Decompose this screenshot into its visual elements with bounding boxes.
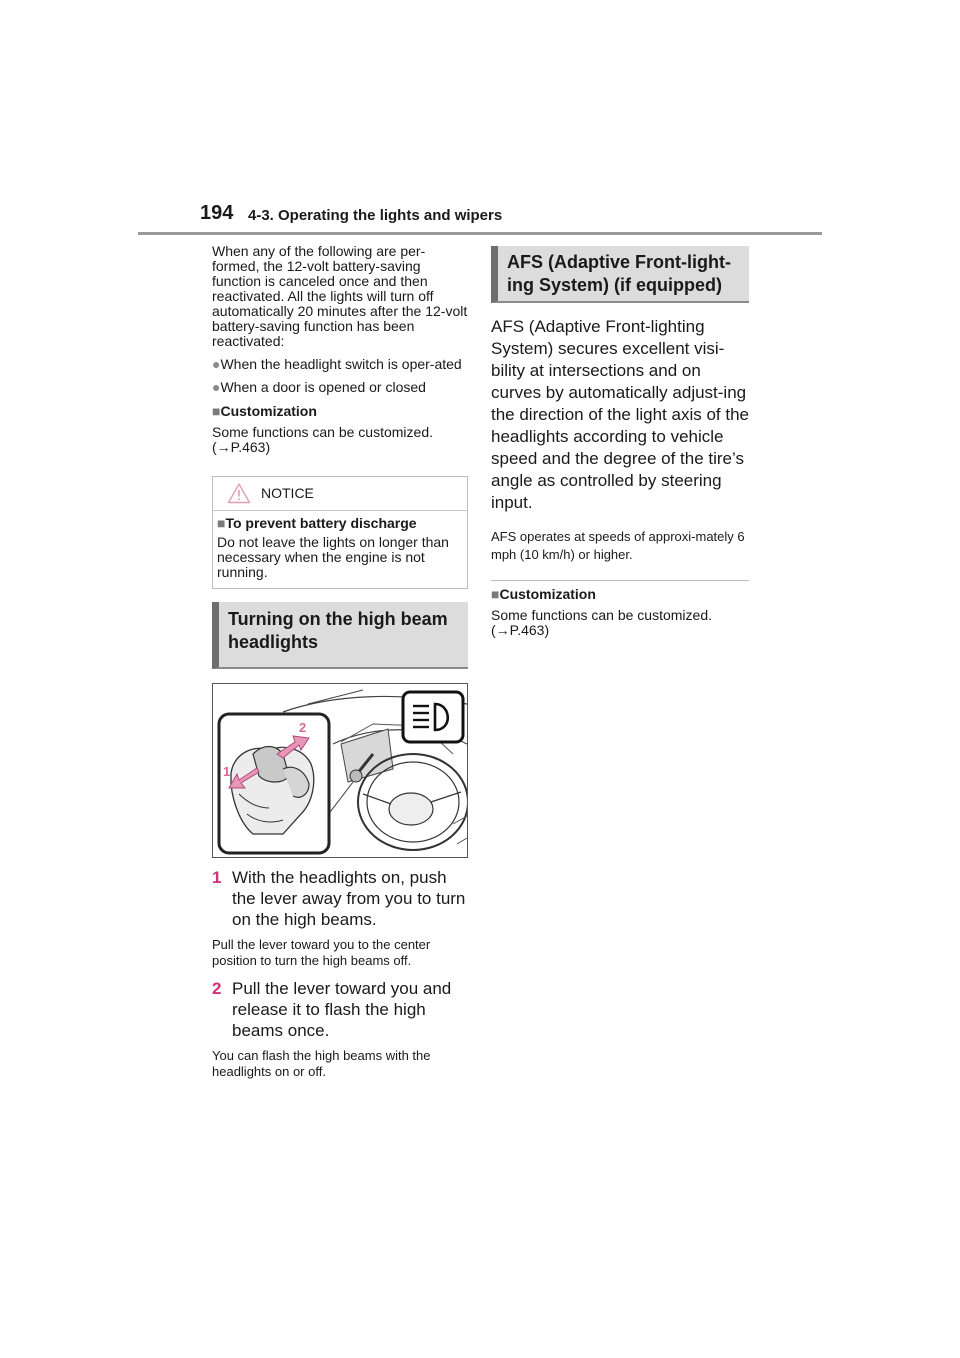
left-column xyxy=(212,244,468,1080)
figure-label-2: 2 xyxy=(299,720,307,735)
notice-text: Do not leave the lights on longer than necessary when the engine is not running. xyxy=(217,534,449,580)
afs-description: AFS (Adaptive Front-lighting System) secures excellent visi-bility at intersections and on curves by automatically adjust-ing the direction of the light axis of the headlights according to vehicle speed and the degree of the tire’s angle as controlled by steering input. xyxy=(491,317,749,512)
page-number: 194 xyxy=(200,202,234,224)
header-rule xyxy=(138,232,822,235)
step-note: You can flash the high beams with the headlights on or off. xyxy=(212,1048,431,1079)
customization-heading-text: Customization xyxy=(499,586,596,602)
bullet-dot-icon: ● xyxy=(212,356,221,372)
square-bullet-icon: ■ xyxy=(212,403,221,419)
afs-heading: AFS (Adaptive Front-light-ing System) (if equipped) xyxy=(491,246,749,303)
customization-link-text[interactable]: Some functions can be customized. (→P.463) xyxy=(212,424,434,455)
bullet-dot-icon: ● xyxy=(212,379,221,395)
bullet-text: When the headlight switch is oper-ated xyxy=(220,356,462,372)
customization-heading xyxy=(212,403,468,419)
figure-label-1: 1 xyxy=(223,764,231,779)
notice-label: NOTICE xyxy=(261,485,314,501)
step-2 xyxy=(212,978,468,1041)
step-number: 2 xyxy=(212,979,222,998)
step-note: Pull the lever toward you to the center position to turn the high beams off. xyxy=(212,937,431,968)
notice-body xyxy=(213,511,467,580)
divider xyxy=(491,580,749,581)
notice-header xyxy=(213,477,467,511)
customization-link-text[interactable]: Some functions can be customized. (→P.463) xyxy=(491,607,713,638)
notice-box xyxy=(212,476,468,589)
step-text: With the headlights on, push the lever away from you to turn on the high beams. xyxy=(232,868,466,929)
notice-heading-text: To prevent battery discharge xyxy=(225,515,417,531)
customization-heading xyxy=(491,586,749,602)
step-text: Pull the lever toward you and release it to flash the high beams once. xyxy=(232,979,452,1040)
bullet-item xyxy=(212,357,468,372)
battery-saving-intro: When any of the following are per-formed, the 12-volt battery-saving function is canceled once and then reactivated. All the lights will turn off automatically 20 minutes after the 12-volt battery-saving function has been reactivated: xyxy=(212,243,468,349)
notice-heading xyxy=(217,515,463,531)
afs-note: AFS operates at speeds of approxi-mately 6 mph (10 km/h) or higher. xyxy=(491,529,745,562)
square-bullet-icon: ■ xyxy=(217,515,226,531)
customization-heading-text: Customization xyxy=(220,403,317,419)
warning-triangle-icon xyxy=(227,482,251,504)
bullet-item xyxy=(212,380,468,395)
high-beam-lever-illustration xyxy=(212,683,468,858)
section-title: 4-3. Operating the lights and wipers xyxy=(248,207,503,224)
high-beam-heading: Turning on the high beam headlights xyxy=(212,602,468,669)
lever-diagram xyxy=(213,684,467,857)
step-1 xyxy=(212,867,468,930)
bullet-text: When a door is opened or closed xyxy=(220,379,426,395)
step-number: 1 xyxy=(212,868,222,887)
square-bullet-icon: ■ xyxy=(491,586,500,602)
right-column xyxy=(491,246,749,638)
